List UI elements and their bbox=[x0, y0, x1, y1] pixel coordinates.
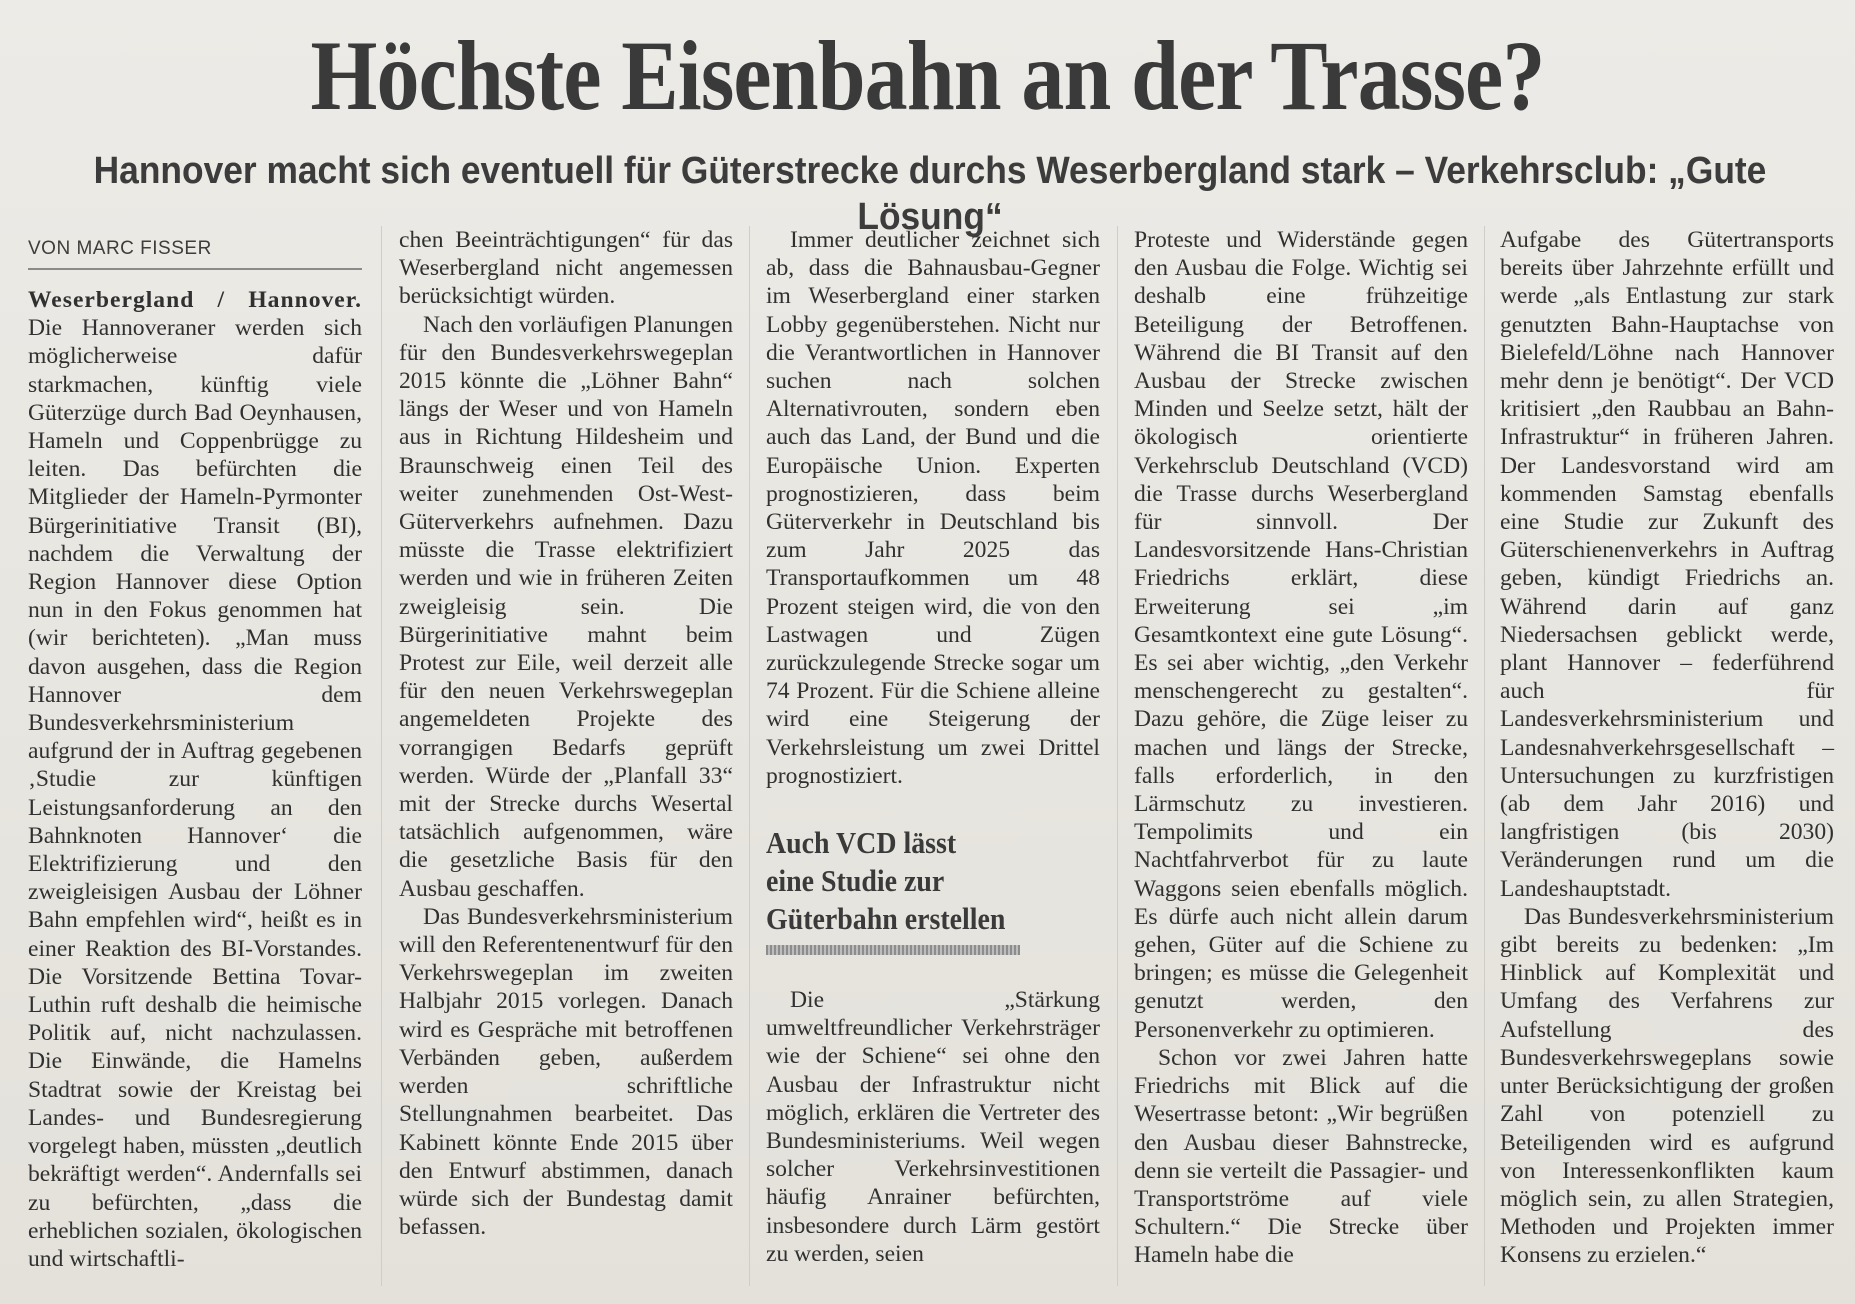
subheading-line: eine Studie zur bbox=[766, 863, 945, 898]
paragraph: Das Bundesverkehrsministerium gibt bereits zu bedenken: „Im Hinblick auf Komplexität und Umfang des Verfahrens zur Aufstellung des Bundesverkehrswegeplans sowie unter Berücksichtigung der großen Zahl von potenziell zu Beteiligenden wird es aufgrund von Interessenkonflikten kaum möglich sein, zu allen Strategien, Methoden und Projekten immer Konsens zu erzielen.“ bbox=[1500, 903, 1834, 1269]
subheading bbox=[766, 824, 1100, 938]
paragraph: Immer deutlicher zeichnet sich ab, dass die Bahnausbau-Gegner im Weserbergland einer starken Lobby gegenüberstehen. Nicht nur die Verantwortlichen in Hannover suchen nach solchen Alternativrouten, sondern eben auch das Land, der Bund und die Europäische Union. Experten prognostizieren, dass beim Güterverkehr in Deutschland bis zum Jahr 2025 das Transportaufkommen um 48 Prozent steigen wird, die von den Lastwagen und Zügen zurückzulegende Strecke sogar um 74 Prozent. Für die Schiene alleine wird eine Steigerung der Verkehrsleistung um zwei Drittel prognostiziert. bbox=[766, 227, 1100, 789]
dateline: Weserbergland / Hannover. bbox=[28, 287, 362, 313]
article-column-1 bbox=[28, 286, 362, 1273]
paragraph: Die „Stärkung umweltfreundlicher Verkehrsträger wie der Schiene“ sei ohne den Ausbau der Infrastruktur nicht möglich, erklären die Vertreter des Bundesministeriums. Weil wegen solcher Verkehrsinvestitionen häufig Anrainer befürchten, insbesondere durch Lärm gestört zu werden, seien bbox=[766, 987, 1100, 1267]
article-column-3 bbox=[766, 226, 1100, 790]
article-subheadline: Hannover macht sich eventuell für Güterstrecke durchs Weserbergland stark – Verkehrsclub: „Gute Lösung“ bbox=[93, 150, 1767, 238]
article-headline: Höchste Eisenbahn an der Trasse? bbox=[310, 20, 1545, 131]
article-column-2 bbox=[399, 226, 733, 1241]
paragraph: Das Bundesverkehrsministerium will den Referentenentwurf für den Verkehrswegeplan im zweiten Halbjahr 2015 vorlegen. Danach wird es Gespräche mit betroffenen Verbänden geben, außerdem werden schriftliche Stellungnahmen bearbeitet. Das Kabinett könnte Ende 2015 über den Entwurf abstimmen, danach würde sich der Bundestag damit befassen. bbox=[399, 903, 733, 1241]
column-divider bbox=[381, 226, 382, 1286]
paragraph: chen Beeinträchtigungen“ für das Weserbergland nicht angemessen berücksichtigt würden. bbox=[399, 227, 733, 310]
column-divider bbox=[1484, 226, 1485, 1286]
article-column-4 bbox=[1134, 226, 1468, 1270]
paragraph: Schon vor zwei Jahren hatte Friedrichs mit Blick auf die Wesertrasse betont: „Wir begrüßen den Ausbau dieser Bahnstrecke, denn sie verteilt die Passagier- und Transportströme auf viele Schultern.“ Die Strecke über Hameln habe die bbox=[1134, 1044, 1468, 1269]
paragraph: Proteste und Widerstände gegen den Ausbau die Folge. Wichtig sei deshalb eine frühzeitige Beteiligung der Betroffenen. Während die BI Transit auf den Ausbau der Strecke zwischen Minden und Seelze setzt, hält der ökologisch orientierte Verkehrsclub Deutschland (VCD) die Trasse durchs Weserbergland für sinnvoll. Der Landesvorsitzende Hans-Christian Friedrichs erklärt, diese Erweiterung sei „im Gesamtkontext eine gute Lösung“. Es sei aber wichtig, „den Verkehr menschengerecht zu gestalten“. Dazu gehöre, die Züge leiser zu machen und längs der Strecke, falls erforderlich, in den Lärmschutz zu investieren. Tempolimits und ein Nachtfahrverbot für zu laute Waggons seien ebenfalls möglich. Es dürfe auch nicht allein darum gehen, Güter auf die Schiene zu bringen; es müsse die Gelegenheit genutzt werden, den Personenverkehr zu optimieren. bbox=[1134, 227, 1468, 1043]
column-divider bbox=[1117, 226, 1118, 1286]
subheading-rule bbox=[766, 945, 1020, 955]
byline: VON MARC FISSER bbox=[28, 238, 362, 270]
subheading-line: Güterbahn erstellen bbox=[766, 901, 1006, 936]
subheading-line: Auch VCD lässt bbox=[766, 825, 957, 860]
paragraph: Nach den vorläufigen Planungen für den Bundesverkehrswegeplan 2015 könnte die „Löhner Bahn“ längs der Weser und von Hameln aus in Richtung Hildesheim und Braunschweig einen Teil des weiter zunehmenden Ost-West-Güterverkehrs aufnehmen. Dazu müsste die Trasse elektrifiziert werden und wie in früheren Zeiten zweigleisig sein. Die Bürgerinitiative mahnt beim Protest zur Eile, weil derzeit alle für den neuen Verkehrswegeplan angemeldeten Projekte des vorrangigen Bedarfs geprüft werden. Würde der „Planfall 33“ mit der Strecke durchs Wesertal tatsächlich aufgenommen, wäre die gesetzliche Basis für den Ausbau geschaffen. bbox=[399, 311, 733, 902]
paragraph bbox=[28, 286, 362, 1273]
article-column-5 bbox=[1500, 226, 1834, 1270]
paragraph: Aufgabe des Gütertransports bereits über Jahrzehnte erfüllt und werde „als Entlastung zur stark genutzten Bahn-Hauptachse von Bielefeld/Löhne nach Hannover mehr denn je benötigt“. Der VCD kritisiert „den Raubbau an Bahn-Infrastruktur“ in früheren Jahren. Der Landesvorstand wird am kommenden Samstag ebenfalls eine Studie zur Zukunft des Güterschienenverkehrs in Auftrag geben, kündigt Friedrichs an. Während darin auf ganz Niedersachsen geblickt werde, plant Hannover – federführend auch für Landesverkehrsministerium und Landesnahverkehrsgesellschaft – Untersuchungen zu kurzfristigen (ab dem Jahr 2016) und langfristigen (bis 2030) Veränderungen rund um die Landeshauptstadt. bbox=[1500, 227, 1834, 902]
column-divider bbox=[749, 226, 750, 1286]
paragraph-text: Die Hannoveraner werden sich möglicherweise dafür starkmachen, künftig viele Güterzüge durch Bad Oeynhausen, Hameln und Coppenbrügge zu leiten. Das befürchten die Mitglieder der Hameln-Pyrmonter Bürgerinitiative Transit (BI), nachdem die Verwaltung der Region Hannover diese Option nun in den Fokus genommen hat (wir berichteten). „Man muss davon ausgehen, dass die Region Hannover dem Bundesverkehrsministerium aufgrund der in Auftrag gegebenen ‚Studie zur künftigen Leistungsanforderung an den Bahnknoten Hannover‘ die Elektrifizierung und den zweigleisigen Ausbau der Löhner Bahn empfehlen wird“, heißt es in einer Reaktion des BI-Vorstandes. Die Vorsitzende Bettina Tovar-Luthin ruft deshalb die heimische Politik auf, nicht nachzulassen. Die Einwände, die Hamelns Stadtrat sowie der Kreistag bei Landes- und Bundesregierung vorgelegt haben, müssten „deutlich bekräftigt werden“. Andernfalls sei zu befürchten, „dass die erheblichen sozialen, ökologischen und wirtschaftli- bbox=[28, 315, 362, 1272]
article-column-3-continued bbox=[766, 986, 1100, 1268]
